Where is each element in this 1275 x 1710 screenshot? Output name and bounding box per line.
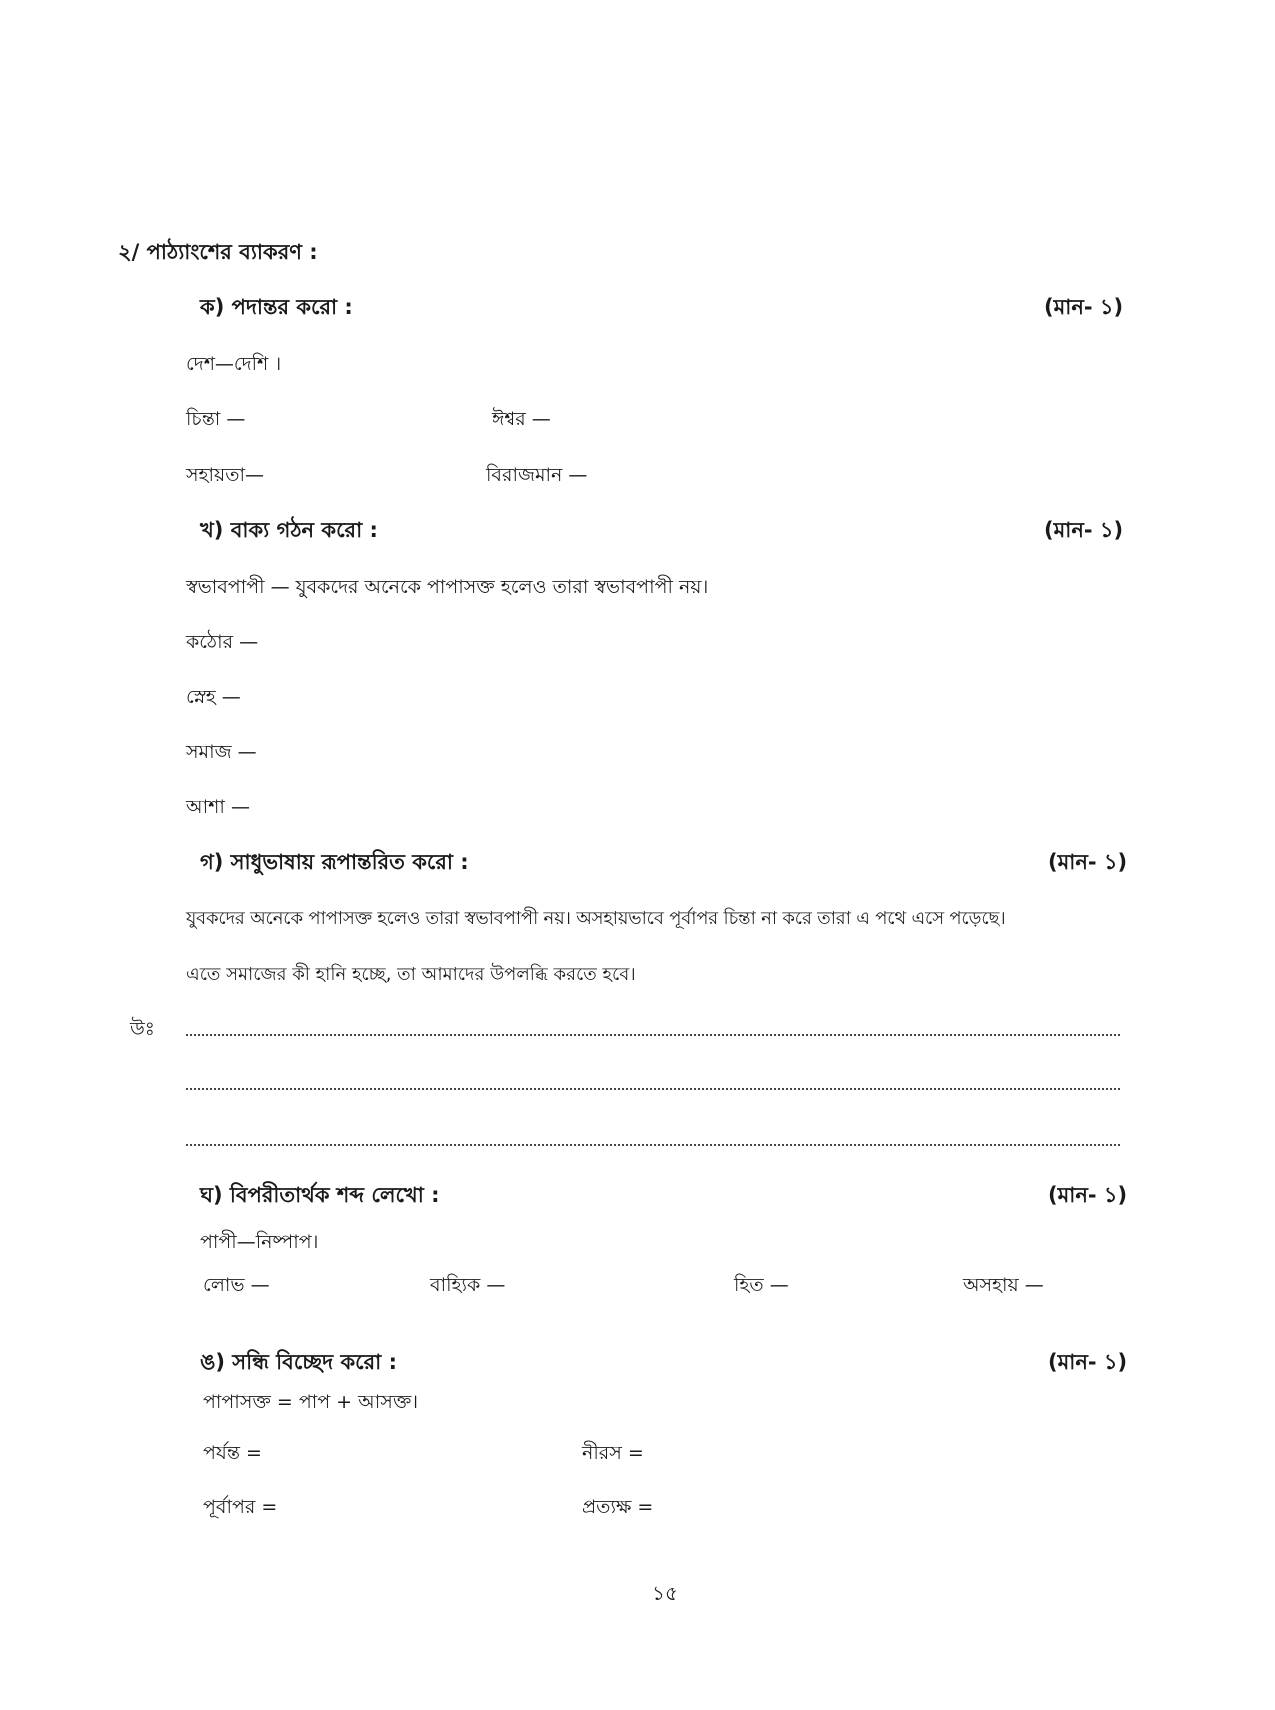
answer-label: উঃ (130, 1018, 155, 1040)
section-kha-item: কঠোর — (186, 631, 259, 653)
section-nga-example: পাপাসক্ত = পাপ + আসক্ত। (203, 1391, 419, 1413)
page-number: ১৫ (652, 1581, 678, 1605)
section-gha-example: পাপী—নিষ্পাপ। (200, 1231, 319, 1253)
section-ga-passage-line: যুবকদের অনেকে পাপাসক্ত হলেও তারা স্বভাবপাপী নয়। অসহায়ভাবে পূর্বাপর চিন্তা না করে তারা এ পথে এসে পড়েছে। (186, 908, 1006, 929)
section-ka-item: ঈশ্বর — (492, 408, 551, 430)
section-ka-title: ক) পদান্তর করো : (200, 295, 353, 319)
section-ka-item: সহায়তা— (186, 464, 265, 486)
section-gha-item: হিত — (734, 1274, 789, 1296)
answer-line[interactable] (186, 1144, 1120, 1146)
section-gha-item: লোভ — (203, 1274, 270, 1296)
section-kha-item: স্নেহ — (186, 686, 241, 708)
section-gha-item: বাহ্যিক — (430, 1274, 506, 1296)
section-nga-item: প্রত্যক্ষ = (582, 1496, 654, 1518)
section-ka-example: দেশ—দেশি । (186, 353, 282, 375)
page-heading: ২/ পাঠ্যাংশের ব্যাকরণ : (118, 240, 318, 264)
section-gha-marks: (মান- ১) (1048, 1183, 1128, 1207)
answer-line[interactable] (186, 1088, 1120, 1090)
section-gha-title: ঘ) বিপরীতার্থক শব্দ লেখো : (200, 1183, 440, 1207)
section-ka-item: বিরাজমান — (486, 464, 588, 486)
section-kha-example: স্বভাবপাপী — যুবকদের অনেকে পাপাসক্ত হলেও তারা স্বভাবপাপী নয়। (186, 576, 709, 598)
section-ga-passage-line: এতে সমাজের কী হানি হচ্ছে, তা আমাদের উপলব্ধি করতে হবে। (186, 964, 636, 985)
section-ga-title: গ) সাধুভাষায় রূপান্তরিত করো : (200, 850, 469, 874)
section-nga-title: ঙ) সন্ধি বিচ্ছেদ করো : (200, 1350, 397, 1374)
section-gha-item: অসহায় — (963, 1274, 1044, 1296)
section-ga-marks: (মান- ১) (1048, 850, 1128, 874)
section-ka-item: চিন্তা — (186, 408, 246, 430)
section-nga-item: পর্যন্ত = (203, 1442, 262, 1464)
section-nga-item: পূর্বাপর = (203, 1496, 278, 1518)
section-ka-marks: (মান- ১) (1044, 295, 1124, 319)
section-kha-item: আশা — (186, 796, 250, 818)
section-kha-title: খ) বাক্য গঠন করো : (200, 518, 378, 542)
answer-line[interactable] (186, 1034, 1120, 1036)
section-kha-marks: (মান- ১) (1044, 518, 1124, 542)
section-kha-item: সমাজ — (186, 741, 257, 763)
section-nga-marks: (মান- ১) (1048, 1350, 1128, 1374)
section-nga-item: নীরস = (582, 1442, 644, 1464)
